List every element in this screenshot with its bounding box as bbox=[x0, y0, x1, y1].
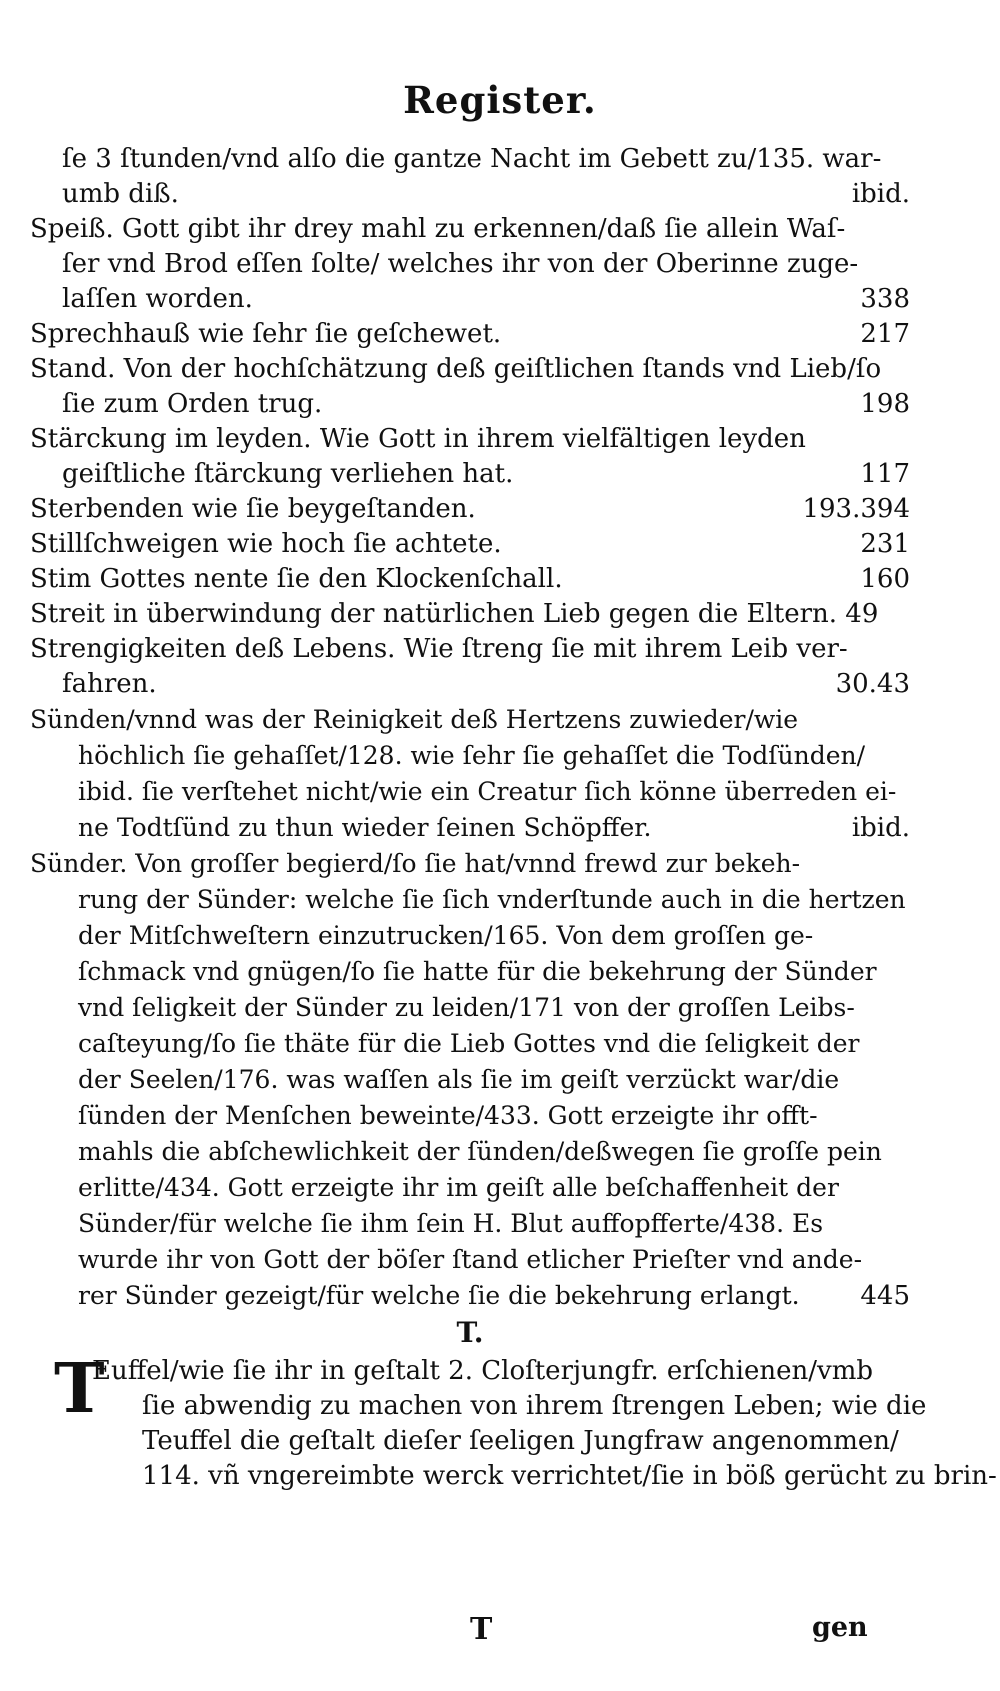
register-entry bbox=[30, 527, 910, 562]
register-entry bbox=[30, 317, 910, 352]
entry-line: ibid. ſie verſtehet nicht/wie ein Creatur ſich könne überreden ei- bbox=[78, 777, 897, 806]
register-entry bbox=[30, 492, 910, 527]
entry-line: Stim Gottes nente ſie den Klockenſchall. bbox=[30, 564, 563, 594]
entry-line: Sünder/für welche ſie ihm ſein H. Blut auffopfferte/438. Es bbox=[78, 1209, 824, 1238]
catchword: gen bbox=[812, 1612, 868, 1643]
entry-line: 114. vñ vngereimbte werck verrichtet/ſie in böß gerücht zu brin- bbox=[142, 1461, 997, 1491]
page-reference: ibid. bbox=[851, 179, 910, 209]
page-reference: 117 bbox=[860, 459, 910, 489]
entry-line: Euffel/wie ſie ihr in geſtalt 2. Cloſterjungfr. erſchienen/vmb bbox=[92, 1356, 873, 1386]
register-entry bbox=[30, 632, 910, 702]
register-entry bbox=[30, 212, 910, 317]
entry-line: ſchmack vnd gnügen/ſo ſie hatte für die bekehrung der Sünder bbox=[78, 957, 877, 986]
page-header: Register. bbox=[403, 78, 597, 122]
register-entry bbox=[30, 702, 910, 846]
page-reference: 217 bbox=[860, 319, 910, 349]
entry-line: vnd ſeligkeit der Sünder zu leiden/171 von der groſſen Leibs- bbox=[78, 993, 855, 1022]
entry-line: erlitte/434. Gott erzeigte ihr im geiſt alle beſchaffenheit der bbox=[78, 1173, 839, 1202]
entry-line: rung der Sünder: welche ſie ſich vnderſtunde auch in die hertzen bbox=[78, 885, 906, 914]
entry-line: Sünder. Von groſſer begierd/ſo ſie hat/vnnd frewd zur bekeh- bbox=[30, 849, 801, 878]
entry-line: Stärckung im leyden. Wie Gott in ihrem vielfältigen leyden bbox=[30, 424, 806, 454]
page-reference: ibid. bbox=[851, 813, 910, 843]
entry-line: Sterbenden wie ſie beygeſtanden. bbox=[30, 494, 476, 524]
entry-line: ne Todtſünd zu thun wieder ſeinen Schöpffer. bbox=[78, 813, 652, 842]
entry-line: Stand. Von der hochſchätzung deß geiſtlichen ſtands vnd Lieb/ſo bbox=[30, 354, 882, 384]
entry-line: ſie abwendig zu machen von ihrem ſtrengen Leben; wie die bbox=[142, 1391, 927, 1421]
entry-line: Sünden/vnnd was der Reinigkeit deß Hertzens zuwieder/wie bbox=[30, 705, 799, 734]
entry-line: ſer vnd Brod eſſen ſolte/ welches ihr von der Oberinne zuge- bbox=[62, 249, 859, 279]
entry-line: mahls die abſchewlichkeit der ſünden/deßwegen ſie groſſe pein bbox=[78, 1137, 882, 1166]
page-reference: 30.43 bbox=[835, 669, 910, 699]
page-reference: 231 bbox=[860, 529, 910, 559]
register-entry bbox=[30, 1349, 997, 1494]
entry-line: Teuffel die geſtalt dieſer ſeeligen Jungfraw angenommen/ bbox=[142, 1426, 899, 1456]
page-reference: 193.394 bbox=[802, 494, 910, 524]
page-reference: 445 bbox=[860, 1281, 910, 1311]
register-entry bbox=[30, 422, 910, 492]
entry-line: geiſtliche ſtärckung verliehen hat. bbox=[62, 459, 514, 489]
entry-line: Stillſchweigen wie hoch ſie achtete. bbox=[30, 529, 502, 559]
entry-line: der Mitſchweſtern einzutrucken/165. Von dem groſſen ge- bbox=[78, 921, 814, 950]
page-reference: 198 bbox=[860, 389, 910, 419]
entry-line: Speiß. Gott gibt ihr drey mahl zu erkennen/daß ſie allein Waſ- bbox=[30, 214, 846, 244]
entry-line: Strengigkeiten deß Lebens. Wie ſtreng ſie mit ihrem Leib ver- bbox=[30, 634, 848, 664]
entry-line: Streit in überwindung der natürlichen Lieb gegen die Eltern. 49 bbox=[30, 599, 879, 629]
register-entry bbox=[30, 562, 910, 597]
entry-line: laſſen worden. bbox=[62, 284, 253, 314]
page-reference: 338 bbox=[860, 284, 910, 314]
signature-mark: T bbox=[470, 1612, 493, 1647]
entry-line: ſünden der Menſchen beweinte/433. Gott erzeigte ihr offt- bbox=[78, 1101, 818, 1130]
register-entry bbox=[30, 352, 910, 422]
entry-line: umb diß. bbox=[62, 179, 179, 209]
register-entry bbox=[30, 142, 910, 212]
entry-line: der Seelen/176. was waſſen als ſie im geiſt verzückt war/die bbox=[78, 1065, 840, 1094]
entry-line: wurde ihr von Gott der böſer ſtand etlicher Prieſter vnd ande- bbox=[78, 1245, 863, 1274]
entry-line: Sprechhauß wie ſehr ſie geſchewet. bbox=[30, 319, 502, 349]
entry-line: caſteyung/ſo ſie thäte für die Lieb Gottes vnd die ſeligkeit der bbox=[78, 1029, 860, 1058]
entry-line: ſie zum Orden trug. bbox=[62, 389, 323, 419]
register-entry bbox=[30, 846, 910, 1314]
entry-line: höchlich ſie gehaſſet/128. wie ſehr ſie gehaſſet die Todſünden/ bbox=[78, 741, 866, 770]
entry-line: fahren. bbox=[62, 669, 157, 699]
register-entry bbox=[30, 597, 910, 632]
register-entries bbox=[30, 142, 997, 1494]
section-letter: T. bbox=[456, 1316, 484, 1349]
entry-line: rer Sünder gezeigt/für welche ſie die bekehrung erlangt. bbox=[78, 1281, 800, 1310]
entry-line: ſe 3 ſtunden/vnd alſo die gantze Nacht im Gebett zu/135. war- bbox=[62, 144, 882, 174]
drop-capital: T bbox=[54, 1349, 105, 1429]
page-reference: 160 bbox=[860, 564, 910, 594]
